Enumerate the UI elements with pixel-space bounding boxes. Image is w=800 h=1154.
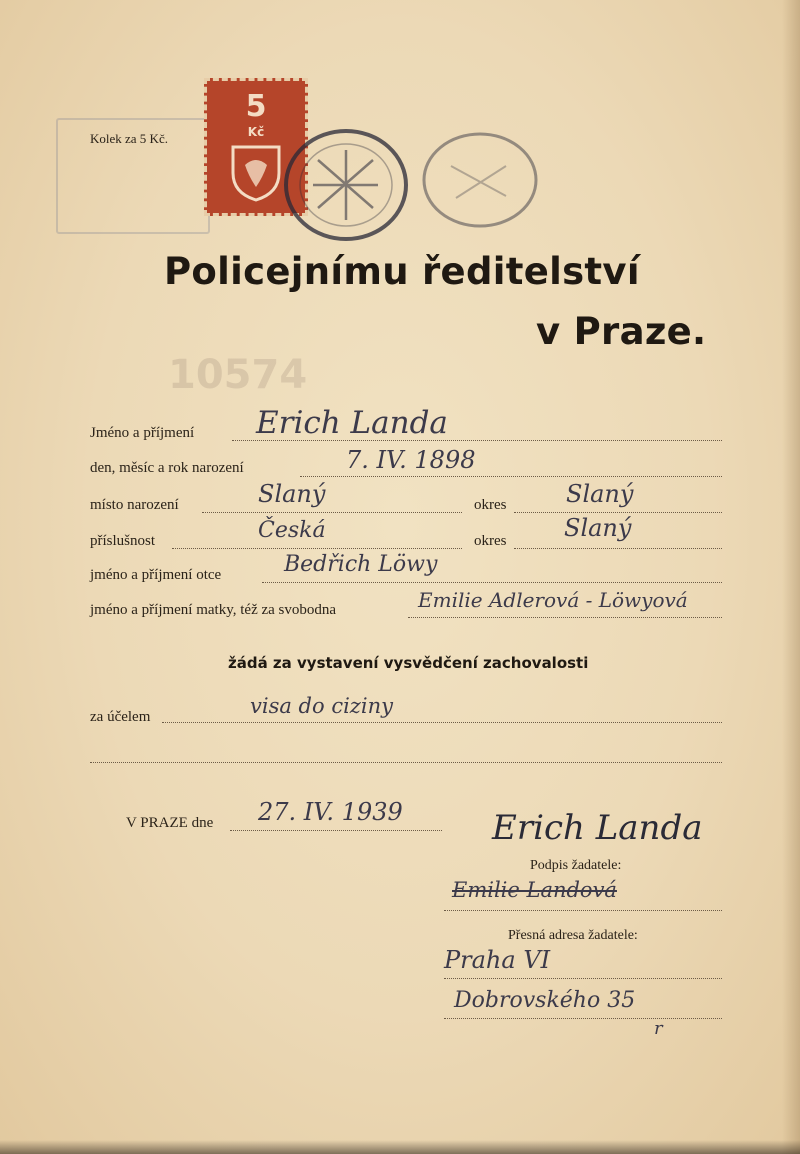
birth-district-value: Slaný (566, 480, 634, 508)
request-heading: žádá za vystavení vysvědčení zachovalosti (228, 654, 589, 672)
purpose-line-2 (90, 762, 722, 763)
address-line2-value: Dobrovského 35 (454, 988, 636, 1013)
citizenship-line (172, 548, 462, 549)
purpose-value: visa do ciziny (250, 694, 393, 718)
citizenship-district-value: Slaný (564, 514, 632, 542)
address-line3-value: r (654, 1018, 663, 1039)
page-title-line2: v Praze. (536, 310, 707, 353)
mother-label: jméno a příjmení matky, též za svobodna (90, 602, 337, 618)
revenue-stamp-value: 5 (245, 89, 267, 124)
ghost-registration-number: 10574 (168, 352, 308, 398)
father-label: jméno a příjmení otce (90, 567, 222, 583)
address-line1-value: Praha VI (444, 946, 551, 974)
name-value: Erich Landa (256, 405, 448, 441)
father-line (262, 582, 722, 583)
date-line (230, 830, 442, 831)
citizenship-district-line (514, 548, 722, 549)
mother-value: Emilie Adlerová - Löwyová (418, 588, 688, 612)
birth-date-label: den, měsíc a rok narození (90, 460, 244, 476)
birth-district-line (514, 512, 722, 513)
mother-line (408, 617, 722, 618)
struck-signature: Emilie Landová (452, 878, 617, 902)
applicant-signature: Erich Landa (492, 808, 703, 848)
signature-line (444, 910, 722, 911)
citizenship-district-label: okres (474, 533, 507, 549)
date-label: V PRAZE dne (126, 815, 214, 831)
address-label: Přesná adresa žadatele: (508, 928, 638, 943)
purpose-label: za účelem (90, 709, 151, 725)
page-edge-shadow (782, 0, 800, 1154)
birth-date-value: 7. IV. 1898 (346, 446, 476, 474)
address-line1 (444, 978, 722, 979)
birth-place-line (202, 512, 462, 513)
revenue-stamp-currency: Kč (247, 125, 265, 139)
citizenship-label: příslušnost (90, 533, 156, 549)
postmark-stamp-left (278, 120, 418, 250)
name-label: Jméno a příjmení (90, 425, 195, 441)
postmark-stamp-right (416, 126, 546, 236)
birth-date-line (300, 476, 722, 477)
signature-label: Podpis žadatele: (530, 858, 622, 873)
purpose-line (162, 722, 722, 723)
birth-district-label: okres (474, 497, 507, 513)
coat-of-arms-icon (229, 143, 283, 203)
page-bottom-shadow (0, 1140, 800, 1154)
address-line2 (444, 1018, 722, 1019)
page-title-line1: Policejnímu ředitelství (164, 250, 640, 293)
birth-place-value: Slaný (258, 480, 326, 508)
stamp-note: Kolek za 5 Kč. (90, 131, 168, 146)
citizenship-value: Česká (258, 518, 326, 543)
birth-place-label: místo narození (90, 497, 179, 513)
father-value: Bedřich Löwy (284, 552, 438, 577)
date-value: 27. IV. 1939 (258, 798, 403, 826)
